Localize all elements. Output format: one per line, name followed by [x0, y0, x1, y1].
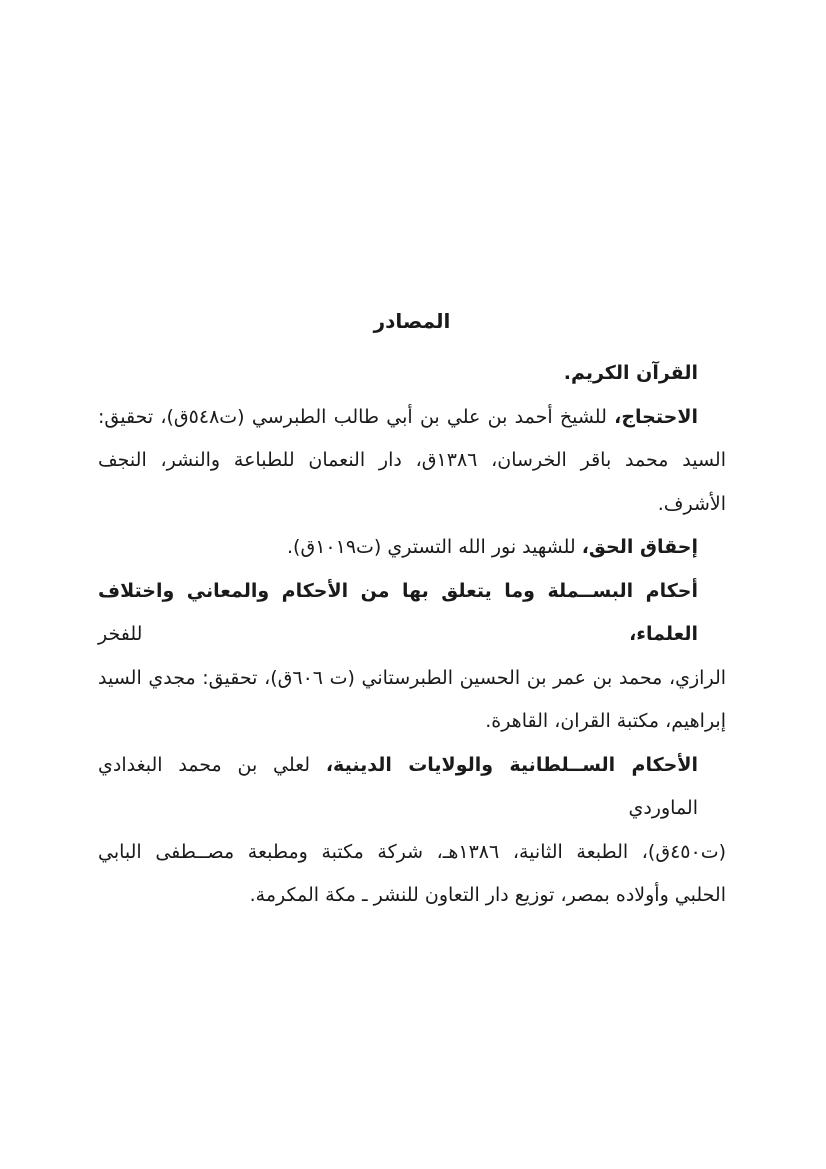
entry-line [98, 874, 726, 918]
entry-line [98, 483, 726, 527]
entry-body-text: للشهيد نور الله التستري (ت١٠١٩ق). [287, 536, 582, 558]
entry-line [98, 396, 726, 440]
entry-line [98, 657, 726, 701]
entry-body-text: السيد محمد باقر الخرسان، ١٣٨٦ق، دار النعمان للطباعة والنشر، النجف [98, 449, 726, 471]
page-title: المصادر [373, 309, 451, 333]
entry-body-text: (ت٤٥٠ق)، الطبعة الثانية، ١٣٨٦هـ، شركة مكتبة ومطبعة مصــطفى البابي [98, 840, 727, 863]
entry-title-text: الاحتجاج، [614, 405, 698, 428]
bibliography-entry-ihtijaj [98, 396, 726, 527]
bibliography-entry-ihqaq-alhaqq [98, 526, 726, 570]
entry-body-text: إبراهيم، مكتبة القران، القاهرة. [485, 710, 726, 732]
entry-title-text: القرآن الكريم. [563, 362, 698, 384]
bibliography-entry-quran [98, 352, 726, 396]
bibliography-section [98, 306, 726, 918]
bibliography-entry-ahkam-albasmala [98, 570, 726, 744]
entry-title-text: إحقاق الحق، [581, 536, 698, 558]
bibliography-entry-ahkam-sultaniyya [98, 744, 726, 918]
entry-line [98, 439, 726, 483]
entry-body-text: الحلبي وأولاده بمصر، توزيع دار التعاون للنشر ـ مكة المكرمة. [249, 884, 726, 906]
entry-body-text: الرازي، محمد بن عمر بن الحسين الطبرستاني (ت ٦٠٦ق)، تحقيق: مجدي السيد [98, 666, 727, 689]
entry-line [98, 831, 726, 875]
entry-line [98, 526, 726, 570]
entry-body-text: الأشرف. [657, 492, 726, 515]
entry-line [98, 570, 726, 657]
entry-line [98, 744, 726, 831]
entry-line [98, 352, 726, 396]
entry-body-text: للفخر [98, 623, 630, 645]
entry-body-text: لعلي بن محمد البغدادي الماوردي [98, 753, 698, 819]
entry-line [98, 700, 726, 744]
entry-title-text: أحكام البســملة وما يتعلق بها من الأحكام والمعاني واختلاف العلماء، [98, 579, 698, 645]
entry-body-text: للشيخ أحمد بن علي بن أبي طالب الطبرسي (ت٥٤٨ق)، تحقيق: [98, 405, 615, 428]
entry-title-text: الأحكام الســلطانية والولايات الدينية، [325, 753, 698, 776]
